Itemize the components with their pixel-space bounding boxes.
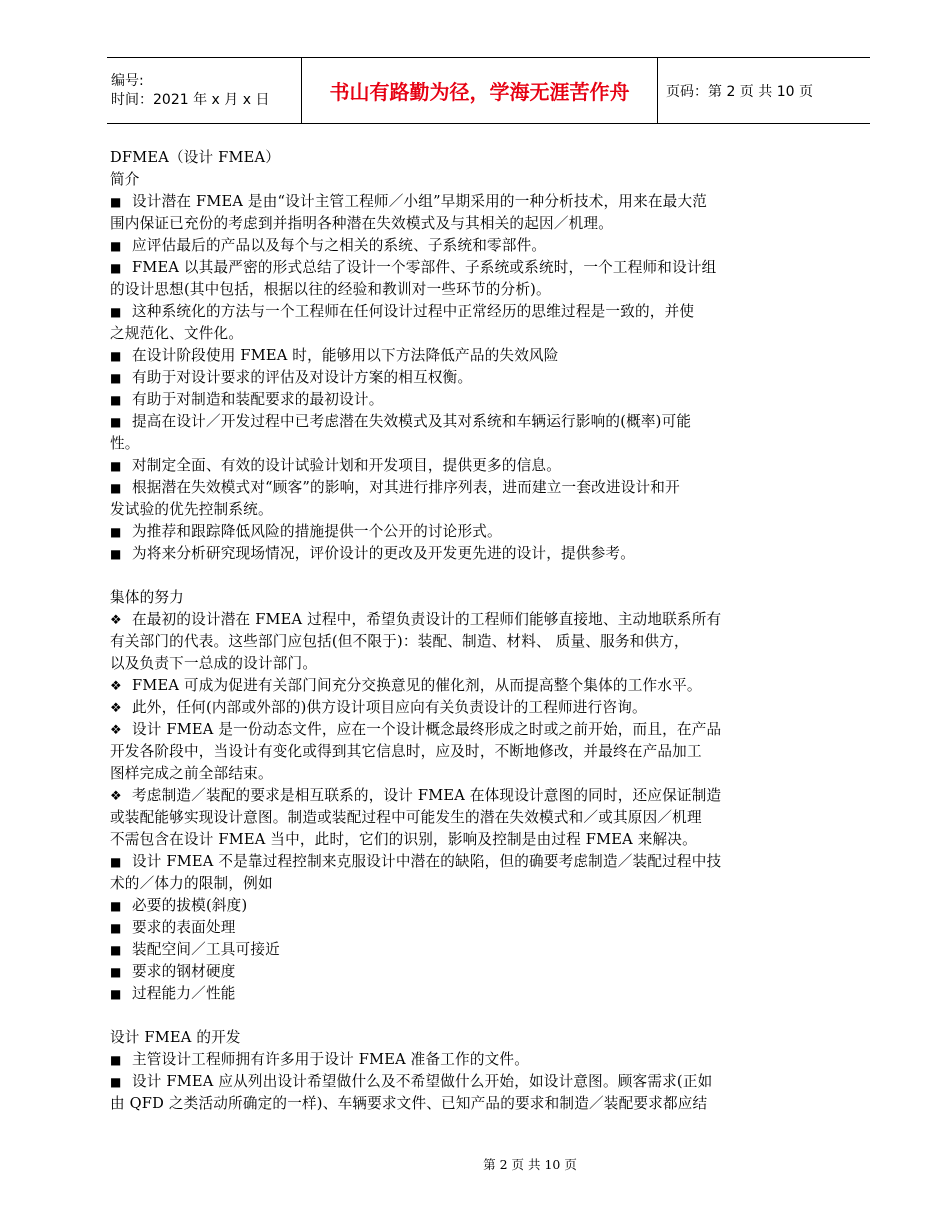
document-time-label: 时间：2021 年 x 月 x 日 <box>111 91 270 108</box>
bullet-line <box>110 961 855 983</box>
line-text: 之规范化、文件化。 <box>110 325 244 342</box>
bullet-line <box>110 609 855 631</box>
line-text: 发试验的优先控制系统。 <box>110 501 273 518</box>
line-text: 术的／体力的限制，例如 <box>110 875 273 892</box>
square-bullet-icon: ■ <box>110 393 122 407</box>
bullet-line <box>110 191 855 213</box>
line-text: 或装配能够实现设计意图。制造或装配过程中可能发生的潜在失效模式和／或其原因／机理 <box>110 809 702 826</box>
line-text: 设计 FMEA 不是靠过程控制来克服设计中潜在的缺陷，但的确要考虑制造／装配过程中技 <box>132 853 722 870</box>
document-number-label: 编号: <box>111 72 144 89</box>
square-bullet-icon: ■ <box>110 481 122 495</box>
bullet-line <box>110 1049 855 1071</box>
bullet-line <box>110 917 855 939</box>
square-bullet-icon: ■ <box>110 965 122 979</box>
text-line <box>110 1093 855 1115</box>
line-text: 为推荐和跟踪降低风险的措施提供一个公开的讨论形式。 <box>132 523 502 540</box>
bullet-line <box>110 675 855 697</box>
bullet-line <box>110 477 855 499</box>
blank-line <box>110 1005 855 1027</box>
line-text: 有关部门的代表。这些部门应包括(但不限于)：装配、制造、材料、 质量、服务和供方， <box>110 633 689 650</box>
bullet-line <box>110 257 855 279</box>
square-bullet-icon: ■ <box>110 899 122 913</box>
bullet-line <box>110 1071 855 1093</box>
text-line <box>110 169 855 191</box>
line-text: 要求的表面处理 <box>132 919 236 936</box>
line-text: 有助于对设计要求的评估及对设计方案的相互权衡。 <box>132 369 473 386</box>
square-bullet-icon: ■ <box>110 239 122 253</box>
line-text: 为将来分析研究现场情况，评价设计的更改及开发更先进的设计，提供参考。 <box>132 545 635 562</box>
square-bullet-icon: ■ <box>110 261 122 275</box>
line-text: 集体的努力 <box>110 589 184 606</box>
line-text: 应评估最后的产品以及每个与之相关的系统、子系统和零部件。 <box>132 237 547 254</box>
square-bullet-icon: ■ <box>110 459 122 473</box>
square-bullet-icon: ■ <box>110 855 122 869</box>
text-line <box>110 653 855 675</box>
bullet-line <box>110 301 855 323</box>
text-line <box>110 433 855 455</box>
line-text: 这种系统化的方法与一个工程师在任何设计过程中正常经历的思维过程是一致的，并使 <box>132 303 695 320</box>
text-line <box>110 873 855 895</box>
bullet-line <box>110 345 855 367</box>
bullet-line <box>110 785 855 807</box>
bullet-line <box>110 895 855 917</box>
text-line <box>110 147 855 169</box>
text-line <box>110 279 855 301</box>
text-line <box>110 323 855 345</box>
bullet-line <box>110 235 855 257</box>
diamond-bullet-icon: ❖ <box>110 789 122 804</box>
line-text: 简介 <box>110 171 140 188</box>
square-bullet-icon: ■ <box>110 371 122 385</box>
square-bullet-icon: ■ <box>110 1053 122 1067</box>
text-line <box>110 763 855 785</box>
diamond-bullet-icon: ❖ <box>110 679 122 694</box>
line-text: 以及负责下一总成的设计部门。 <box>110 655 318 672</box>
line-text: 性。 <box>110 435 140 452</box>
page-footer: 第 2 页 共 10 页 <box>483 1157 577 1172</box>
line-text: 必要的拔模(斜度) <box>132 897 248 914</box>
line-text: DFMEA（设计 FMEA） <box>110 149 281 166</box>
line-text: 过程能力／性能 <box>132 985 236 1002</box>
square-bullet-icon: ■ <box>110 987 122 1001</box>
text-line <box>110 829 855 851</box>
diamond-bullet-icon: ❖ <box>110 701 122 716</box>
line-text: 图样完成之前全部结束。 <box>110 765 273 782</box>
text-line <box>110 587 855 609</box>
document-body <box>110 147 855 1115</box>
square-bullet-icon: ■ <box>110 943 122 957</box>
line-text: FMEA 以其最严密的形式总结了设计一个零部件、子系统或系统时，一个工程师和设计组 <box>132 259 717 276</box>
line-text: 设计 FMEA 应从列出设计希望做什么及不希望做什么开始，如设计意图。顾客需求(正如 <box>132 1073 713 1090</box>
line-text: 围内保证已充份的考虑到并指明各种潜在失效模式及与其相关的起因／机理。 <box>110 215 613 232</box>
line-text: 考虑制造／装配的要求是相互联系的，设计 FMEA 在体现设计意图的同时，还应保证制造 <box>132 787 722 804</box>
square-bullet-icon: ■ <box>110 305 122 319</box>
line-text: 不需包含在设计 FMEA 当中，此时，它们的识别，影响及控制是由过程 FMEA 来解决。 <box>110 831 697 848</box>
line-text: 设计潜在 FMEA 是由“设计主管工程师／小组”早期采用的一种分析技术，用来在最大范 <box>132 193 708 210</box>
line-text: 提高在设计／开发过程中已考虑潜在失效模式及其对系统和车辆运行影响的(概率)可能 <box>132 413 692 430</box>
bullet-line <box>110 521 855 543</box>
line-text: 在最初的设计潜在 FMEA 过程中，希望负责设计的工程师们能够直接地、主动地联系所有 <box>132 611 722 628</box>
bullet-line <box>110 455 855 477</box>
diamond-bullet-icon: ❖ <box>110 723 122 738</box>
blank-line <box>110 565 855 587</box>
line-text: 根据潜在失效模式对“顾客”的影响，对其进行排序列表，进而建立一套改进设计和开 <box>132 479 680 496</box>
line-text: 对制定全面、有效的设计试验计划和开发项目，提供更多的信息。 <box>132 457 562 474</box>
header-motto: 书山有路勤为径，学海无涯苦作舟 <box>301 58 658 123</box>
bullet-line <box>110 411 855 433</box>
square-bullet-icon: ■ <box>110 1075 122 1089</box>
text-line <box>110 213 855 235</box>
square-bullet-icon: ■ <box>110 525 122 539</box>
bullet-line <box>110 697 855 719</box>
line-text: 装配空间／工具可接近 <box>132 941 280 958</box>
header-page-label: 页码：第 2 页 共 10 页 <box>666 83 813 100</box>
header-left <box>107 58 301 123</box>
line-text: 开发各阶段中，当设计有变化或得到其它信息时，应及时，不断地修改，并最终在产品加工 <box>110 743 702 760</box>
text-line <box>110 631 855 653</box>
bullet-line <box>110 851 855 873</box>
line-text: 在设计阶段使用 FMEA 时，能够用以下方法降低产品的失效风险 <box>132 347 559 364</box>
square-bullet-icon: ■ <box>110 921 122 935</box>
text-line <box>110 741 855 763</box>
square-bullet-icon: ■ <box>110 195 122 209</box>
square-bullet-icon: ■ <box>110 547 122 561</box>
text-line <box>110 499 855 521</box>
bullet-line <box>110 389 855 411</box>
bullet-line <box>110 939 855 961</box>
bullet-line <box>110 719 855 741</box>
bullet-line <box>110 983 855 1005</box>
page-header <box>107 57 870 124</box>
line-text: 有助于对制造和装配要求的最初设计。 <box>132 391 384 408</box>
line-text: 设计 FMEA 是一份动态文件，应在一个设计概念最终形成之时或之前开始，而且，在产品 <box>132 721 722 738</box>
line-text: 由 QFD 之类活动所确定的一样)、车辆要求文件、已知产品的要求和制造／装配要求都应结 <box>110 1095 708 1112</box>
square-bullet-icon: ■ <box>110 349 122 363</box>
line-text: 要求的钢材硬度 <box>132 963 236 980</box>
diamond-bullet-icon: ❖ <box>110 613 122 628</box>
line-text: 的设计思想(其中包括，根据以往的经验和教训对一些环节的分析)。 <box>110 281 551 298</box>
bullet-line <box>110 543 855 565</box>
line-text: 主管设计工程师拥有许多用于设计 FMEA 准备工作的文件。 <box>132 1051 529 1068</box>
text-line <box>110 807 855 829</box>
square-bullet-icon: ■ <box>110 415 122 429</box>
line-text: 设计 FMEA 的开发 <box>110 1029 241 1046</box>
line-text: FMEA 可成为促进有关部门间充分交换意见的催化剂，从而提高整个集体的工作水平。 <box>132 677 702 694</box>
text-line <box>110 1027 855 1049</box>
bullet-line <box>110 367 855 389</box>
line-text: 此外，任何(内部或外部的)供方设计项目应向有关负责设计的工程师进行咨询。 <box>132 699 647 716</box>
